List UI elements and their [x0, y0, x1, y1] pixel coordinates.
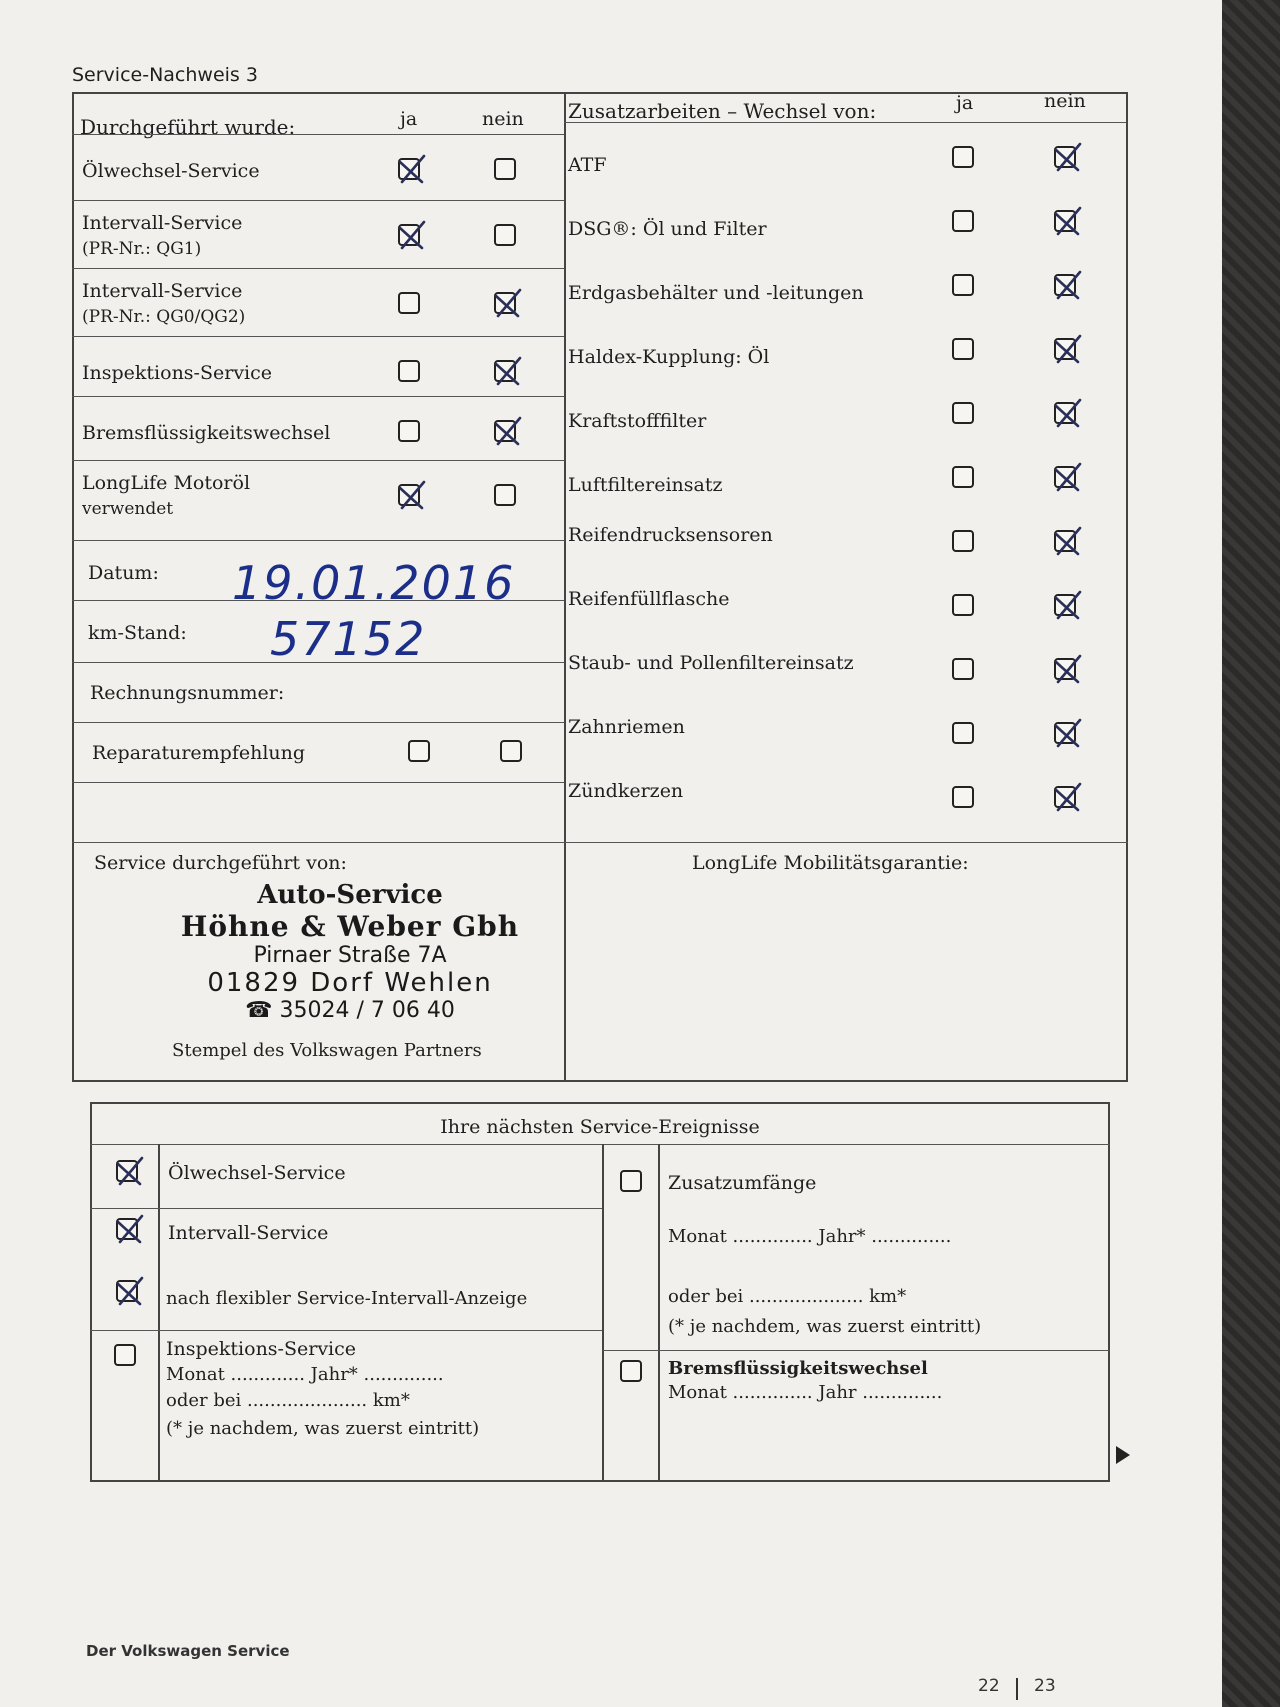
right-col-nein: nein — [1044, 90, 1086, 112]
zusatz-row-ja-checkbox[interactable] — [952, 274, 974, 296]
zusatz-row-nein-checkbox[interactable] — [1054, 210, 1076, 232]
next-oel-label: Ölwechsel-Service — [168, 1162, 346, 1184]
service-row-ja-checkbox[interactable] — [398, 158, 420, 180]
service-by-label: Service durchgeführt von: — [94, 852, 347, 874]
service-row-nein-checkbox[interactable] — [494, 224, 516, 246]
service-row-ja-checkbox[interactable] — [398, 420, 420, 442]
zusatz-row-ja-checkbox[interactable] — [952, 786, 974, 808]
next-brems-label: Bremsflüssigkeitswechsel — [668, 1358, 928, 1379]
next-inspektion-checkbox[interactable] — [114, 1344, 136, 1366]
zusatz-row-nein-checkbox[interactable] — [1054, 466, 1076, 488]
next-page-arrow-icon — [1116, 1446, 1130, 1464]
next-flexibel-label: nach flexibler Service-Intervall-Anzeige — [166, 1288, 528, 1309]
left-col-ja: ja — [400, 108, 418, 130]
guarantee-label: LongLife Mobilitätsgarantie: — [692, 852, 969, 874]
next-zusatz-checkbox[interactable] — [620, 1170, 642, 1192]
service-row-nein-checkbox[interactable] — [494, 420, 516, 442]
service-row-ja-checkbox[interactable] — [398, 484, 420, 506]
check-mark-icon — [1050, 460, 1084, 494]
service-row-label: LongLife Motoröl — [82, 472, 251, 494]
left-header: Durchgeführt wurde: — [80, 115, 296, 139]
zusatz-row-label: Zündkerzen — [568, 780, 684, 802]
check-mark-icon — [1050, 332, 1084, 366]
dealer-stamp: Auto-Service Höhne & Weber Gbh Pirnaer Straße 7A 01829 Dorf Wehlen ☎ 35024 / 7 06 40 — [180, 880, 520, 1023]
next-inspektion-label: Inspektions-Service — [166, 1338, 357, 1360]
zusatz-row-ja-checkbox[interactable] — [952, 722, 974, 744]
next-zusatz-monat: Monat .............. Jahr* .............. — [668, 1226, 952, 1247]
footer-brand: Der Volkswagen Service — [86, 1642, 290, 1660]
service-row-ja-checkbox[interactable] — [398, 292, 420, 314]
right-header: Zusatzarbeiten – Wechsel von: — [568, 99, 877, 123]
zusatz-row-label: DSG®: Öl und Filter — [568, 218, 767, 240]
zusatz-row-nein-checkbox[interactable] — [1054, 658, 1076, 680]
reparatur-label: Reparaturempfehlung — [92, 742, 306, 764]
next-brems-monat: Monat .............. Jahr .............. — [668, 1382, 943, 1403]
next-zusatz-label: Zusatzumfänge — [668, 1172, 817, 1194]
km-label: km-Stand: — [88, 622, 187, 644]
check-mark-icon — [112, 1212, 146, 1246]
datum-handwritten: 19.01.2016 — [232, 556, 516, 610]
zusatz-row-label: Erdgasbehälter und -leitungen — [568, 282, 864, 304]
page-divider — [1016, 1678, 1018, 1700]
service-row-ja-checkbox[interactable] — [398, 360, 420, 382]
service-row-sublabel: (PR-Nr.: QG0/QG2) — [82, 307, 246, 327]
next-intervall-label: Intervall-Service — [168, 1222, 329, 1244]
zusatz-row-nein-checkbox[interactable] — [1054, 274, 1076, 296]
service-row-ja-checkbox[interactable] — [398, 224, 420, 246]
zusatz-row-nein-checkbox[interactable] — [1054, 722, 1076, 744]
next-events-header: Ihre nächsten Service-Ereignisse — [440, 1116, 760, 1138]
reparatur-nein-checkbox[interactable] — [500, 740, 522, 762]
zusatz-row-ja-checkbox[interactable] — [952, 466, 974, 488]
zusatz-row-ja-checkbox[interactable] — [952, 594, 974, 616]
check-mark-icon — [394, 152, 428, 186]
zusatz-row-ja-checkbox[interactable] — [952, 210, 974, 232]
page-number-right: 23 — [1034, 1676, 1056, 1696]
km-handwritten: 57152 — [270, 612, 427, 666]
next-inspektion-oder: oder bei ..................... km* — [166, 1390, 410, 1411]
check-mark-icon — [1050, 524, 1084, 558]
next-oel-checkbox[interactable] — [116, 1160, 138, 1182]
next-zusatz-oder: oder bei .................... km* — [668, 1286, 907, 1307]
zusatz-row-label: ATF — [568, 154, 607, 176]
check-mark-icon — [1050, 268, 1084, 302]
page-number-left: 22 — [978, 1676, 1000, 1696]
service-row-label: Intervall-Service — [82, 212, 243, 234]
service-row-label: Ölwechsel-Service — [82, 160, 260, 182]
check-mark-icon — [490, 354, 524, 388]
service-row-nein-checkbox[interactable] — [494, 158, 516, 180]
zusatz-row-label: Luftfiltereinsatz — [568, 474, 723, 496]
next-intervall-checkbox[interactable] — [116, 1218, 138, 1240]
check-mark-icon — [1050, 140, 1084, 174]
next-inspektion-note: (* je nachdem, was zuerst eintritt) — [166, 1418, 480, 1439]
zusatz-row-nein-checkbox[interactable] — [1054, 338, 1076, 360]
check-mark-icon — [1050, 396, 1084, 430]
background-edge — [1222, 0, 1280, 1707]
zusatz-row-ja-checkbox[interactable] — [952, 146, 974, 168]
zusatz-row-nein-checkbox[interactable] — [1054, 786, 1076, 808]
stamp-caption: Stempel des Volkswagen Partners — [172, 1040, 482, 1061]
zusatz-row-label: Reifenfüllflasche — [568, 588, 730, 610]
zusatz-row-nein-checkbox[interactable] — [1054, 594, 1076, 616]
rechnungsnummer-label: Rechnungsnummer: — [90, 682, 285, 704]
service-row-label: Inspektions-Service — [82, 362, 273, 384]
check-mark-icon — [112, 1154, 146, 1188]
zusatz-row-label: Zahnriemen — [568, 716, 685, 738]
service-row-sublabel: (PR-Nr.: QG1) — [82, 239, 202, 259]
zusatz-row-ja-checkbox[interactable] — [952, 658, 974, 680]
next-flexibel-checkbox[interactable] — [116, 1280, 138, 1302]
check-mark-icon — [112, 1274, 146, 1308]
zusatz-row-ja-checkbox[interactable] — [952, 338, 974, 360]
service-row-label: Bremsflüssigkeitswechsel — [82, 422, 331, 444]
zusatz-row-nein-checkbox[interactable] — [1054, 402, 1076, 424]
next-brems-checkbox[interactable] — [620, 1360, 642, 1382]
check-mark-icon — [1050, 652, 1084, 686]
zusatz-row-label: Haldex-Kupplung: Öl — [568, 346, 770, 368]
check-mark-icon — [490, 286, 524, 320]
next-inspektion-monat: Monat ............. Jahr* .............. — [166, 1364, 444, 1385]
zusatz-row-label: Staub- und Pollenfiltereinsatz — [568, 652, 854, 674]
service-row-sublabel: verwendet — [82, 499, 174, 519]
service-row-nein-checkbox[interactable] — [494, 360, 516, 382]
zusatz-row-nein-checkbox[interactable] — [1054, 530, 1076, 552]
zusatz-row-ja-checkbox[interactable] — [952, 530, 974, 552]
service-row-nein-checkbox[interactable] — [494, 484, 516, 506]
next-zusatz-note: (* je nachdem, was zuerst eintritt) — [668, 1316, 982, 1337]
zusatz-row-ja-checkbox[interactable] — [952, 402, 974, 424]
page-title: Service-Nachweis 3 — [72, 64, 258, 86]
check-mark-icon — [394, 218, 428, 252]
check-mark-icon — [394, 478, 428, 512]
zusatz-row-label: Kraftstofffilter — [568, 410, 707, 432]
check-mark-icon — [1050, 588, 1084, 622]
zusatz-row-nein-checkbox[interactable] — [1054, 146, 1076, 168]
datum-label: Datum: — [88, 562, 159, 584]
check-mark-icon — [490, 414, 524, 448]
zusatz-row-label: Reifendrucksensoren — [568, 524, 773, 546]
right-col-ja: ja — [956, 92, 974, 114]
check-mark-icon — [1050, 716, 1084, 750]
left-col-nein: nein — [482, 108, 524, 130]
service-row-label: Intervall-Service — [82, 280, 243, 302]
service-row-nein-checkbox[interactable] — [494, 292, 516, 314]
check-mark-icon — [1050, 780, 1084, 814]
reparatur-ja-checkbox[interactable] — [408, 740, 430, 762]
check-mark-icon — [1050, 204, 1084, 238]
